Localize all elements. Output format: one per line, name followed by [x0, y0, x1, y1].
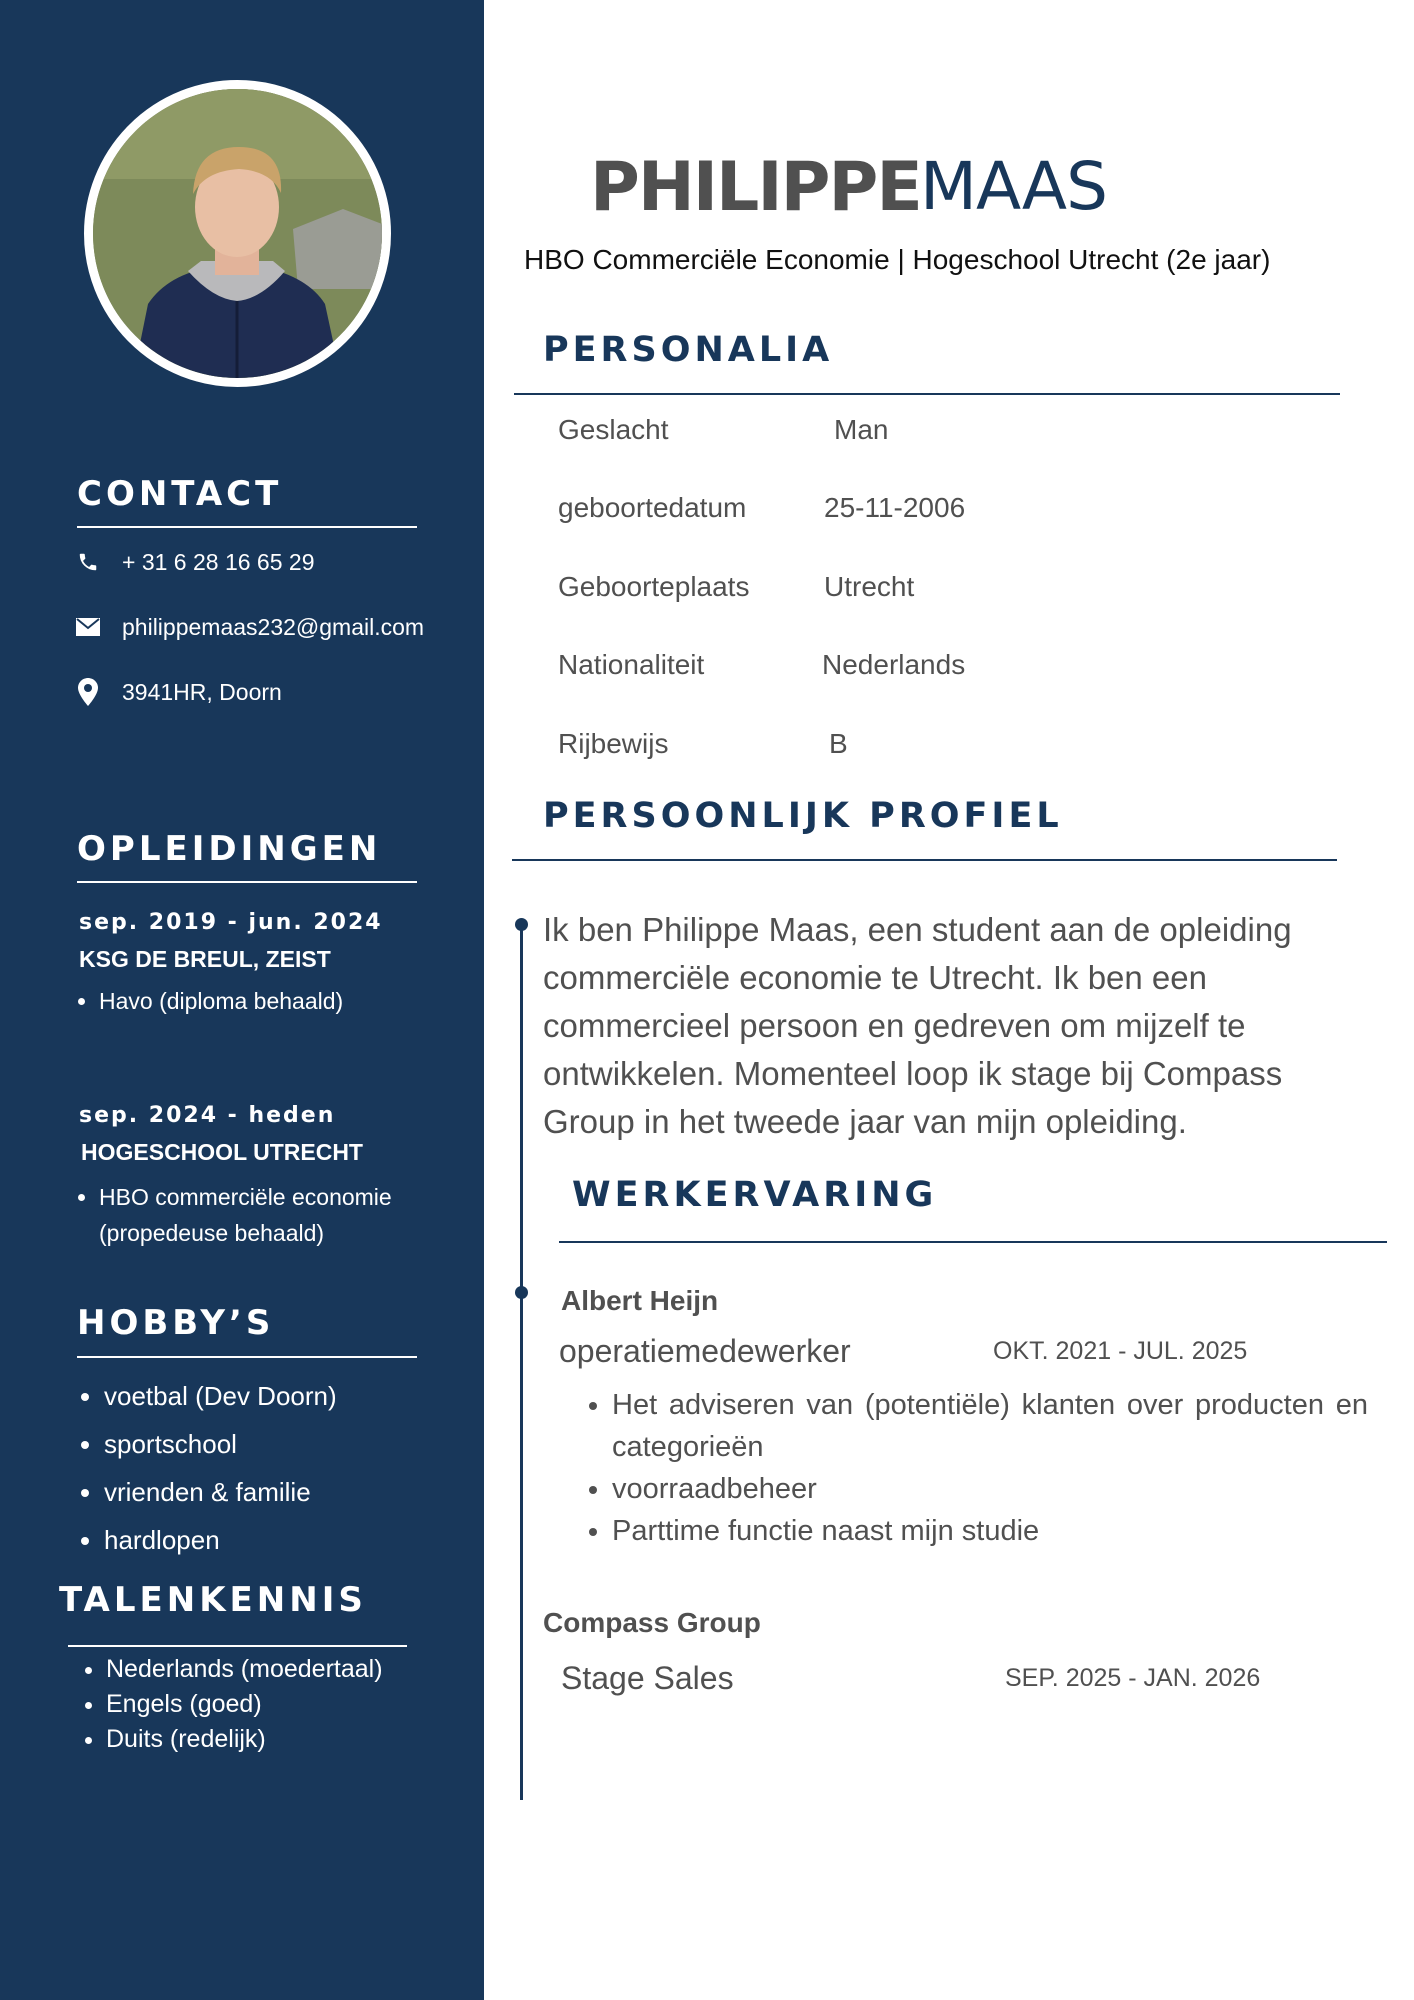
personalia-divider	[514, 393, 1340, 395]
list-item-line-2: (propedeuse behaald)	[99, 1220, 325, 1246]
personalia-value: 25-11-2006	[824, 492, 966, 523]
list-item: • Duits (redelijk)	[106, 1722, 383, 1757]
education-period-2: sep. 2024 - heden	[79, 1103, 336, 1128]
talenkennis-divider	[68, 1645, 407, 1647]
talenkennis-list	[80, 1652, 383, 1757]
address-text: 3941HR, Doorn	[122, 678, 282, 705]
contact-email	[74, 610, 424, 644]
personalia-value: Utrecht	[824, 571, 915, 602]
education-list-2	[73, 1179, 392, 1251]
opleidingen-heading: OPLEIDINGEN	[77, 829, 382, 869]
contact-divider	[77, 526, 417, 528]
personalia-value: Man	[834, 414, 889, 445]
job-company-1: Albert Heijn	[561, 1285, 719, 1316]
contact-phone	[74, 545, 314, 579]
contact-address	[74, 675, 282, 709]
list-item: • Havo (diploma behaald)	[99, 986, 343, 1016]
list-item: • Het adviseren van (potentiële) klanten over producten en categorieën	[612, 1384, 1368, 1468]
personalia-label: Nationaliteit	[558, 649, 705, 680]
mail-icon	[74, 613, 102, 641]
last-name: MAAS	[920, 148, 1107, 225]
personalia-value: Nederlands	[822, 649, 966, 680]
list-item: • voorraadbeheer	[612, 1468, 1368, 1510]
hobbys-divider	[77, 1356, 417, 1358]
profile-text: Ik ben Philippe Maas, een student aan de opleiding commerciële economie te Utrecht. Ik ben een commercieel persoon en gedreven om mijzelf te ontwikkelen. Momenteel loop ik stage bij Compass Group in het tweede jaar van mijn opleiding.	[543, 911, 1292, 1140]
phone-icon	[74, 548, 102, 576]
profiel-heading: PERSOONLIJK PROFIEL	[543, 796, 1063, 836]
education-list-1	[73, 986, 343, 1016]
job-role-2: Stage Sales	[561, 1660, 734, 1696]
list-item	[99, 1179, 392, 1251]
opleidingen-divider	[77, 881, 417, 883]
profile-photo	[84, 80, 391, 387]
contact-heading: CONTACT	[77, 474, 283, 514]
first-name: PHILIPPE	[590, 148, 921, 227]
education-school-1: KSG DE BREUL, ZEIST	[79, 946, 331, 972]
email-address[interactable]: philippemaas232@gmail.com	[122, 613, 425, 640]
education-period-1: sep. 2019 - jun. 2024	[79, 910, 383, 935]
hobbys-list	[78, 1372, 337, 1564]
hobbys-heading: HOBBY’S	[77, 1303, 275, 1343]
talenkennis-heading: TALENKENNIS	[59, 1580, 367, 1620]
list-item: • Nederlands (moedertaal)	[106, 1652, 383, 1687]
personalia-label: Geslacht	[558, 414, 669, 445]
list-item: • hardlopen	[104, 1516, 337, 1564]
personalia-value: B	[829, 728, 848, 759]
timeline-line	[520, 920, 523, 1800]
timeline-dot	[515, 1286, 528, 1299]
education-school-2: HOGESCHOOL UTRECHT	[81, 1139, 363, 1165]
list-item: • vrienden & familie	[104, 1468, 337, 1516]
list-item-line-1: HBO commerciële economie	[99, 1184, 392, 1210]
personalia-label: Geboorteplaats	[558, 571, 750, 602]
personalia-label: Rijbewijs	[558, 728, 669, 759]
werkervaring-divider	[559, 1241, 1387, 1243]
subtitle: HBO Commerciële Economie | Hogeschool Utrecht (2e jaar)	[524, 244, 1271, 275]
personalia-heading: PERSONALIA	[543, 330, 834, 370]
timeline-dot	[515, 918, 528, 931]
job-dates-2: SEP. 2025 - JAN. 2026	[1005, 1664, 1261, 1692]
job-dates-1: OKT. 2021 - JUL. 2025	[993, 1337, 1248, 1365]
list-item: • Parttime functie naast mijn studie	[612, 1510, 1368, 1552]
job-company-2: Compass Group	[543, 1607, 761, 1638]
list-item: • Engels (goed)	[106, 1687, 383, 1722]
werkervaring-heading: WERKERVARING	[572, 1175, 938, 1215]
personalia-label: geboortedatum	[558, 492, 747, 523]
profiel-divider	[512, 859, 1337, 861]
list-item: • sportschool	[104, 1420, 337, 1468]
list-item: • voetbal (Dev Doorn)	[104, 1372, 337, 1420]
location-pin-icon	[74, 678, 102, 706]
job-tasks-1	[582, 1384, 1368, 1552]
job-role-1: operatiemedewerker	[559, 1333, 851, 1369]
phone-number[interactable]: + 31 6 28 16 65 29	[122, 548, 315, 575]
